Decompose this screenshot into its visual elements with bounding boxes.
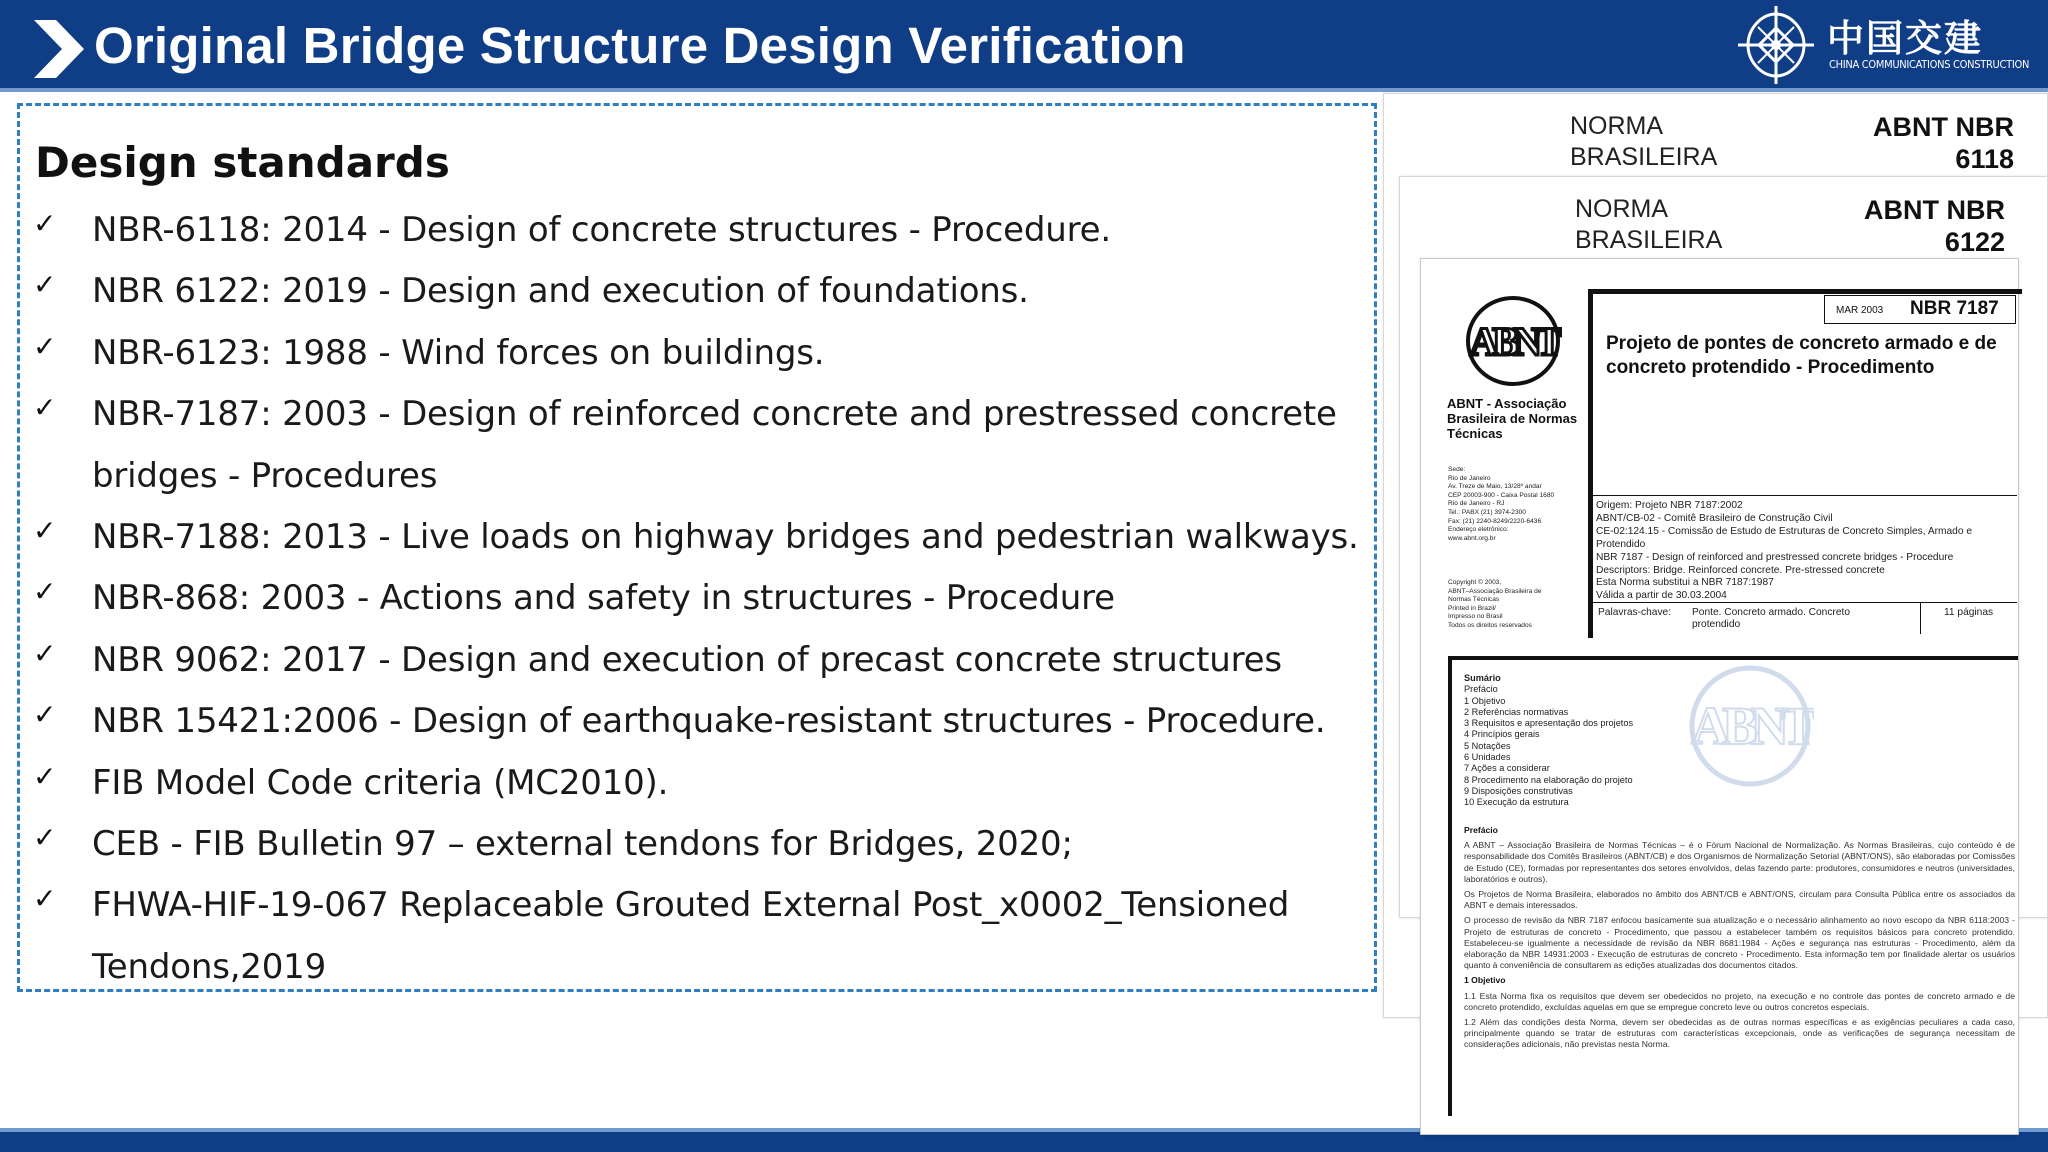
abnt-address-line: Tel.: PABX (21) 3974-2300 <box>1448 508 1526 516</box>
copyright-line: Todos os direitos reservados <box>1448 621 1532 629</box>
origin-line: ABNT/CB-02 - Comitê Brasileiro de Construção Civil <box>1596 512 1833 524</box>
objetivo-title: 1 Objetivo <box>1464 975 1506 986</box>
document-code-line: ABNT NBR <box>1864 195 2005 225</box>
company-logo-chinese-text: 中国交建 <box>1827 17 1983 60</box>
copyright-line: Copyright © 2003, <box>1448 579 1502 586</box>
checkmark-icon: ✓ <box>33 759 57 793</box>
checkmark-icon: ✓ <box>33 329 57 363</box>
abnt-address-line: Rio de Janeiro <box>1448 474 1491 482</box>
abnt-address-line: www.abnt.org.br <box>1448 534 1496 542</box>
header-accent-line <box>0 88 2048 92</box>
abnt-address-line: Rio de Janeiro - RJ <box>1448 500 1505 508</box>
document-date: MAR 2003 <box>1836 305 1884 316</box>
standard-item <box>33 630 1363 691</box>
document-label-line: NORMA <box>1575 195 1669 223</box>
standard-item <box>33 261 1363 322</box>
standard-item <box>33 323 1363 384</box>
summary-item: 9 Disposições construtivas <box>1464 785 1573 796</box>
standard-item-text: FIB Model Code criteria (MC2010). <box>92 762 669 803</box>
document-code <box>1805 194 2005 258</box>
prefacio-paragraph: A ABNT – Associação Brasileira de Normas Técnicas – é o Fórum Nacional de Normalização. As Normas Brasileiras, cujo conteúdo é de responsabilidade dos Comitês Brasileiros (ABNT/CB) e dos Organismos de Normalização Setorial (ABNT/ONS), são elaboradas por Comissões de Estudo (CE), formadas por representantes dos setores envolvidos, delas fazendo parte: produtores, consumidores e neutros (universidades, laboratórios e outros). <box>1464 840 2015 884</box>
document-label-line: BRASILEIRA <box>1575 226 1723 254</box>
document-label-line: BRASILEIRA <box>1570 143 1718 171</box>
standard-item <box>33 384 1363 507</box>
standard-item <box>33 568 1363 629</box>
standard-item-text: NBR 6122: 2019 - Design and execution of foundations. <box>92 271 1029 312</box>
summary-item: 5 Notações <box>1464 740 1511 751</box>
origin-line: Origem: Projeto NBR 7187:2002 <box>1596 500 1743 511</box>
checkmark-icon: ✓ <box>33 514 57 548</box>
document-body-text <box>1464 822 2015 1055</box>
summary-item: Prefácio <box>1464 684 1498 695</box>
summary-item: 10 Execução da estrutura <box>1464 797 1569 808</box>
abnt-address-line: CEP 20003-900 - Caixa Postal 1680 <box>1448 491 1555 499</box>
checkmark-icon: ✓ <box>33 698 57 732</box>
document-code-line: 6118 <box>1955 144 2014 174</box>
prefacio-paragraph: Os Projetos de Norma Brasileira, elaborados no âmbito dos ABNT/CB e ABNT/ONS, circulam para Consulta Pública entre os associados da ABNT e demais interessados. <box>1464 889 2015 911</box>
chevron-right-icon <box>34 20 84 78</box>
footer-bar <box>0 1132 2048 1152</box>
checkmark-icon: ✓ <box>33 882 57 916</box>
checkmark-icon: ✓ <box>33 821 57 855</box>
document-label <box>1575 194 1722 256</box>
standard-item-text: NBR-7188: 2013 - Live loads on highway bridges and pedestrian walkways. <box>92 517 1359 558</box>
origin-line: Válida a partir de 30.03.2004 <box>1596 590 1727 602</box>
document-title: Projeto de pontes de concreto armado e de concreto protendido - Procedimento <box>1606 333 1997 378</box>
abnt-address-line: Fax: (21) 2240-8249/2220-6436 <box>1448 517 1542 525</box>
checkmark-icon: ✓ <box>33 207 57 240</box>
summary-item: 3 Requisitos e apresentação dos projetos <box>1464 718 1634 729</box>
objetivo-paragraph: 1.1 Esta Norma fixa os requisitos que devem ser obedecidos no projeto, na execução e no controle das pontes de concreto armado e de concreto protendido, excluídas aquelas em que se empregue concreto leve ou outros concretos especiais. <box>1464 990 2015 1012</box>
abnt-address <box>1448 466 1588 543</box>
standard-item <box>33 691 1363 752</box>
copyright-line: Printed in Brazil/ <box>1448 604 1497 612</box>
company-logo-english-text: CHINA COMMUNICATIONS CONSTRUCTION <box>1829 58 2030 71</box>
origin-line: NBR 7187 - Design of reinforced and prestressed concrete bridges - Procedure <box>1596 551 1954 563</box>
summary-item: 1 Objetivo <box>1464 695 1506 706</box>
standard-item <box>33 753 1363 814</box>
cover-divider <box>1593 495 2017 496</box>
standard-item-text: NBR-7187: 2003 - Design of reinforced concrete and prestressed concrete bridges - Procedures <box>92 394 1337 496</box>
abnt-logo <box>1464 295 1562 387</box>
keywords-value: Ponte. Concreto armado. Concreto protendido <box>1692 607 1850 630</box>
standard-item <box>33 507 1363 568</box>
standard-item <box>33 814 1363 875</box>
document-number: NBR 7187 <box>1910 298 1999 319</box>
standard-item-text: NBR-6118: 2014 - Design of concrete structures - Procedure. <box>92 210 1111 250</box>
page-count: 11 páginas <box>1944 607 1994 618</box>
company-logo-mark-icon <box>1730 2 1822 88</box>
checkmark-icon: ✓ <box>33 575 57 609</box>
summary-title: Sumário <box>1464 673 1501 683</box>
company-logo <box>1730 2 2030 88</box>
origin-line: CE-02:124.15 - Comissão de Estudo de Estruturas de Concreto Simples, Armado e Protendido <box>1596 525 1972 550</box>
prefacio-paragraph: O processo de revisão da NBR 7187 enfocou basicamente sua atualização e o necessário alinhamento ao novo escopo da NBR 6118:2003 - Projeto de estruturas de concreto - Procedimento, que passou a estabelecer também os requisitos básicos para concreto protendido. Estabeleceu-se igualmente a necessidade de revisão da NBR 8681:1984 - Ações e segurança nas estruturas - Procedimento, além da elaboração da NBR 14931:2003 - Execução de estruturas de concreto - Procedimento. Esta informação tem por finalidade alertar os usuários quanto à conveniência de consultarem as edições atualizadas dos documentos citados. <box>1464 915 2015 971</box>
standard-item <box>33 200 1363 261</box>
copyright-line: ABNT–Associação Brasileira de <box>1448 587 1542 595</box>
abnt-address-line: Sede: <box>1448 466 1466 473</box>
checkmark-icon: ✓ <box>33 268 57 302</box>
summary-item: 6 Unidades <box>1464 752 1511 763</box>
standard-item-text: CEB - FIB Bulletin 97 – external tendons for Bridges, 2020; <box>92 824 1073 865</box>
standard-item-text: NBR-6123: 1988 - Wind forces on buildings. <box>92 332 825 373</box>
origin-line: Esta Norma substitui a NBR 7187:1987 <box>1596 577 1774 589</box>
standards-heading: Design standards <box>35 138 450 187</box>
standard-item-text: NBR 9062: 2017 - Design and execution of precast concrete structures <box>92 639 1282 680</box>
document-origin <box>1596 500 2020 603</box>
copyright-notice <box>1448 579 1588 631</box>
copyright-line: Impresso no Brasil <box>1448 613 1503 621</box>
document-code <box>1824 111 2014 175</box>
document-code-line: ABNT NBR <box>1873 112 2014 142</box>
standard-item <box>33 875 1363 998</box>
abnt-organization: ABNT - Associação Brasileira de Normas Técnicas <box>1447 396 1578 441</box>
summary-item: 2 Referências normativas <box>1464 706 1569 717</box>
objetivo-paragraph: 1.2 Além das condições desta Norma, devem ser obedecidas as de outras normas específicas e as exigências peculiares a cada caso, principalmente quando se tratar de estruturas com características excepcionais, onde as verificações de segurança necessitam de considerações adicionais, não previstas nesta Norma. <box>1464 1017 2015 1050</box>
summary-item: 4 Princípios gerais <box>1464 729 1540 740</box>
abnt-address-line: Av. Treze de Maio, 13/28º andar <box>1448 483 1542 491</box>
document-label-line: NORMA <box>1570 112 1664 140</box>
standard-item-text: NBR-868: 2003 - Actions and safety in structures - Procedure <box>92 578 1115 619</box>
copyright-line: Normas Técnicas <box>1448 596 1500 604</box>
abnt-logo-text: ABNT <box>1469 319 1557 364</box>
checkmark-icon: ✓ <box>33 636 57 670</box>
document-summary <box>1464 673 2004 809</box>
summary-item: 7 Ações a considerar <box>1464 763 1550 774</box>
checkmark-icon: ✓ <box>33 391 57 425</box>
standard-item-text: FHWA-HIF-19-067 Replaceable Grouted External Post_x0002_Tensioned Tendons,2019 <box>92 885 1290 987</box>
standard-item-text: NBR 15421:2006 - Design of earthquake-resistant structures - Procedure. <box>92 701 1326 742</box>
abnt-address-line: Endereço eletrônico: <box>1448 526 1509 534</box>
summary-item: 8 Procedimento na elaboração do projeto <box>1464 774 1633 785</box>
origin-line: Descriptors: Bridge. Reinforced concrete. Pre-stressed concrete <box>1596 564 1885 576</box>
standards-list <box>33 200 1363 998</box>
prefacio-title: Prefácio <box>1464 825 1498 835</box>
abnt-watermark-text: ABNT <box>1690 696 1810 756</box>
keywords-label: Palavras-chave: <box>1598 607 1672 618</box>
page-title: Original Bridge Structure Design Verification <box>94 17 1186 74</box>
document-label <box>1570 111 1717 173</box>
keywords-separator <box>1920 602 1921 634</box>
document-code-line: 6122 <box>1944 227 2005 257</box>
